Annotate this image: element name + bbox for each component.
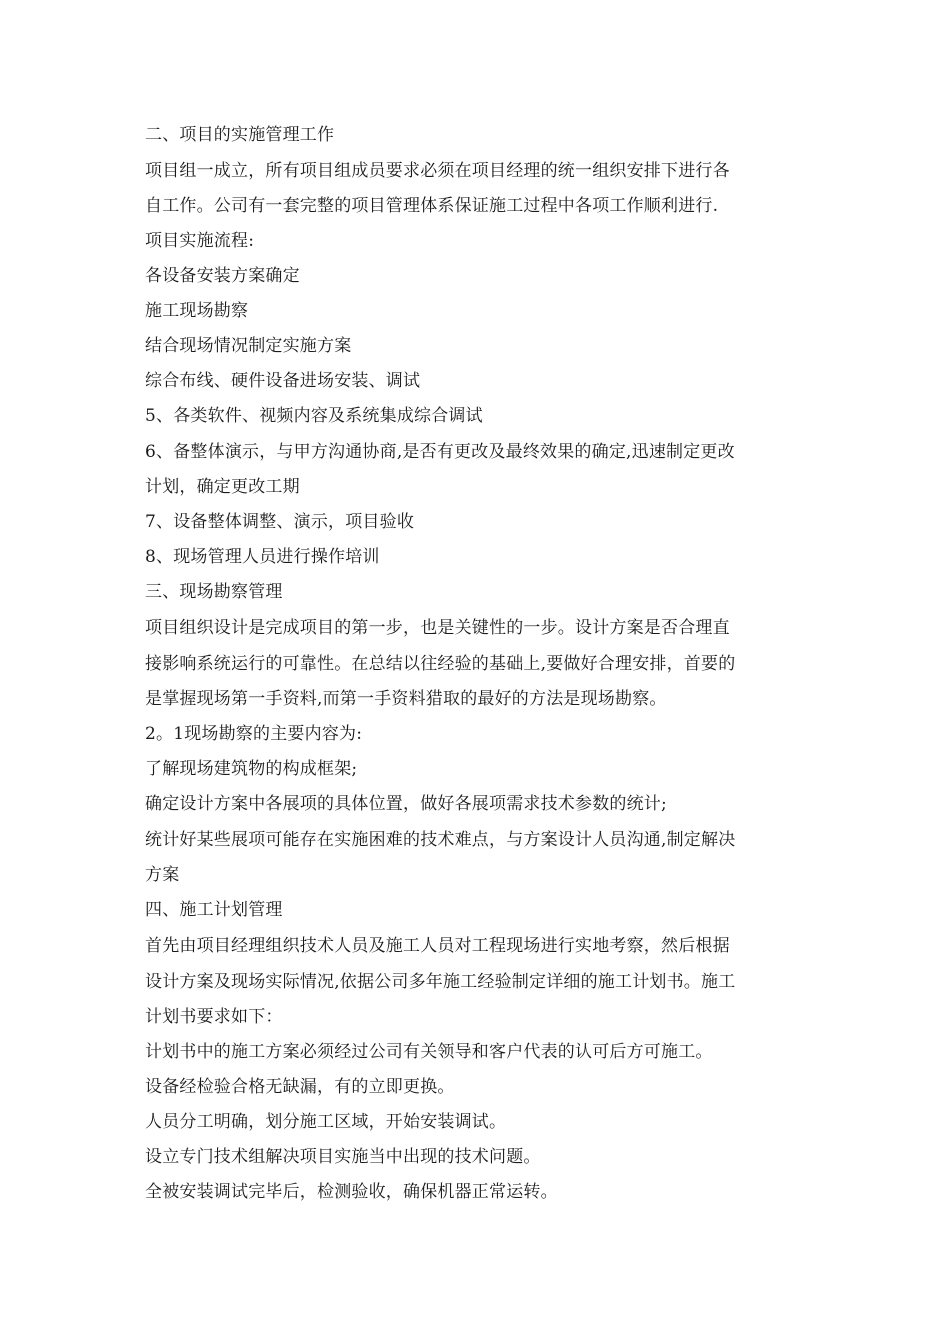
paragraph-line: 项目组织设计是完成项目的第一步，也是关键性的一步。设计方案是否合理直: [145, 618, 730, 638]
paragraph-line: 设计方案及现场实际情况,依据公司多年施工经验制定详细的施工计划书。施工: [145, 972, 736, 992]
paragraph-line: 首先由项目经理组织技术人员及施工人员对工程现场进行实地考察，然后根据: [145, 936, 730, 956]
list-item: 确定设计方案中各展项的具体位置，做好各展项需求技术参数的统计;: [145, 794, 667, 814]
list-item: 设备经检验合格无缺漏，有的立即更换。: [145, 1077, 455, 1097]
list-item: 7、设备整体调整、演示，项目验收: [145, 512, 415, 532]
list-item: 综合布线、硬件设备进场安装、调试: [145, 371, 421, 391]
section-heading: 二、项目的实施管理工作: [145, 125, 335, 145]
list-item: 结合现场情况制定实施方案: [145, 336, 352, 356]
list-item: 计划书中的施工方案必须经过公司有关领导和客户代表的认可后方可施工。: [145, 1042, 713, 1062]
paragraph-line: 计划书要求如下：: [145, 1007, 283, 1027]
list-item: 5、各类软件、视频内容及系统集成综合调试: [145, 406, 483, 426]
list-item-continuation: 方案: [145, 865, 180, 885]
list-item: 各设备安装方案确定: [145, 266, 300, 286]
section-heading: 四、施工计划管理: [145, 900, 283, 920]
list-item: 了解现场建筑物的构成框架;: [145, 759, 358, 779]
paragraph-line: 是掌握现场第一手资料,而第一手资料猎取的最好的方法是现场勘察。: [145, 689, 667, 709]
subsection-heading: 2。1现场勘察的主要内容为:: [145, 724, 363, 744]
list-item: 6、备整体演示，与甲方沟通协商,是否有更改及最终效果的确定,迅速制定更改: [145, 442, 735, 462]
list-item: 全被安装调试完毕后，检测验收，确保机器正常运转。: [145, 1182, 558, 1202]
paragraph-line: 自工作。公司有一套完整的项目管理体系保证施工过程中各项工作顺利进行.: [145, 196, 719, 216]
paragraph-line: 项目实施流程:: [145, 231, 255, 251]
paragraph-line: 项目组一成立，所有项目组成员要求必须在项目经理的统一组织安排下进行各: [145, 161, 730, 181]
list-item: 施工现场勘察: [145, 301, 249, 321]
list-item: 统计好某些展项可能存在实施困难的技术难点，与方案设计人员沟通,制定解决: [145, 830, 736, 850]
list-item-continuation: 计划，确定更改工期: [145, 477, 300, 497]
list-item: 人员分工明确，划分施工区域，开始安装调试。: [145, 1112, 507, 1132]
document-body: [145, 118, 810, 1210]
section-heading: 三、现场勘察管理: [145, 582, 283, 602]
paragraph-line: 接影响系统运行的可靠性。在总结以往经验的基础上,要做好合理安排，首要的: [145, 654, 736, 674]
list-item: 8、现场管理人员进行操作培训: [145, 547, 380, 567]
list-item: 设立专门技术组解决项目实施当中出现的技术问题。: [145, 1147, 541, 1167]
